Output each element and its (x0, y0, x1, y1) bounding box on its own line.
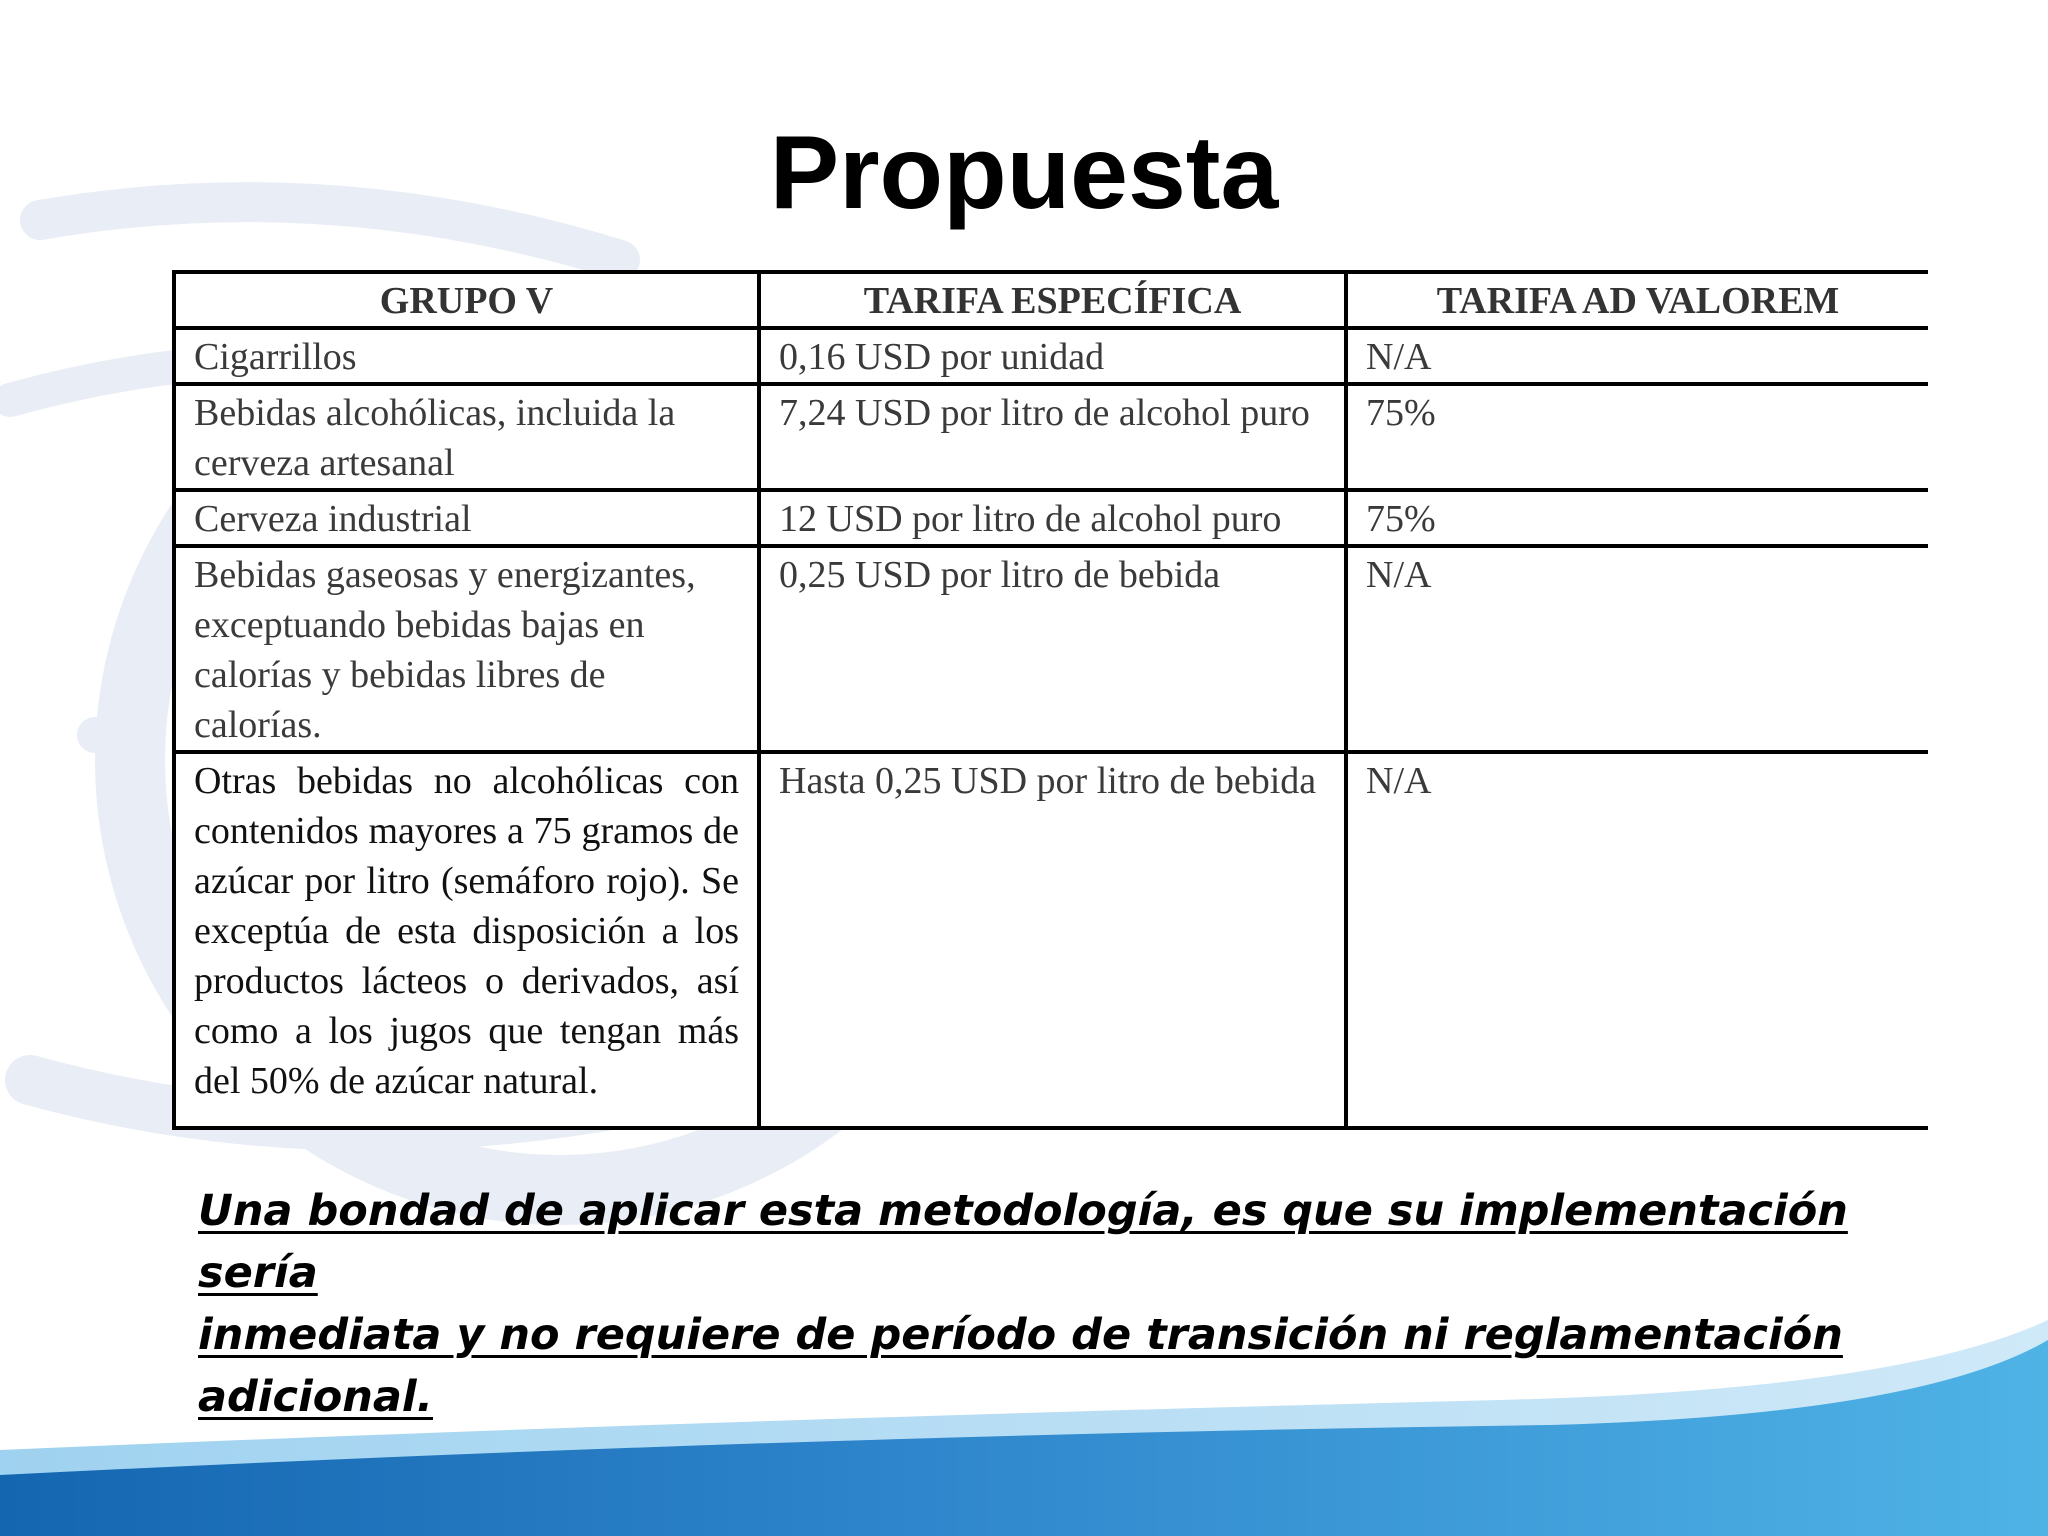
table-row (174, 752, 1928, 1128)
cell-tarifa-especifica: Hasta 0,25 USD por litro de bebida (759, 752, 1346, 1128)
cell-tarifa-especifica: 0,25 USD por litro de bebida (759, 546, 1346, 752)
cell-tarifa-ad-valorem: 75% (1346, 384, 1928, 490)
table-row (174, 490, 1928, 546)
table-row (174, 546, 1928, 752)
header-tarifa-especifica: TARIFA ESPECÍFICA (759, 272, 1346, 328)
tariff-table (172, 270, 1928, 1130)
footer-note-line-2: inmediata y no requiere de período de transición ni reglamentación adicional. (198, 1310, 1843, 1422)
cell-tarifa-especifica: 12 USD por litro de alcohol puro (759, 490, 1346, 546)
cell-tarifa-ad-valorem: N/A (1346, 546, 1928, 752)
footer-note-line-1: Una bondad de aplicar esta metodología, es que su implementación sería (198, 1186, 1848, 1298)
header-grupo: GRUPO V (174, 272, 759, 328)
cell-grupo: Cigarrillos (174, 328, 759, 384)
footer-swoosh-graphic (0, 1300, 2048, 1536)
cell-grupo: Cerveza industrial (174, 490, 759, 546)
cell-tarifa-especifica: 7,24 USD por litro de alcohol puro (759, 384, 1346, 490)
cell-tarifa-especifica: 0,16 USD por unidad (759, 328, 1346, 384)
table-row (174, 384, 1928, 490)
slide-title: Propuesta (769, 115, 1279, 231)
cell-grupo: Bebidas alcohólicas, incluida la cerveza artesanal (174, 384, 759, 490)
cell-tarifa-ad-valorem: N/A (1346, 752, 1928, 1128)
header-tarifa-ad-valorem: TARIFA AD VALOREM (1346, 272, 1928, 328)
cell-grupo: Bebidas gaseosas y energizantes, exceptuando bebidas bajas en calorías y bebidas libres de calorías. (174, 546, 759, 752)
cell-tarifa-ad-valorem: N/A (1346, 328, 1928, 384)
cell-tarifa-ad-valorem: 75% (1346, 490, 1928, 546)
table-header-row (174, 272, 1928, 328)
cell-grupo: Otras bebidas no alcohólicas con contenidos mayores a 75 gramos de azúcar por litro (semáforo rojo). Se exceptúa de esta disposición a los productos lácteos o derivados, así como a los jugos que tengan más del 50% de azúcar natural. (174, 752, 759, 1128)
tariff-table-container (172, 270, 1926, 1130)
table-row (174, 328, 1928, 384)
